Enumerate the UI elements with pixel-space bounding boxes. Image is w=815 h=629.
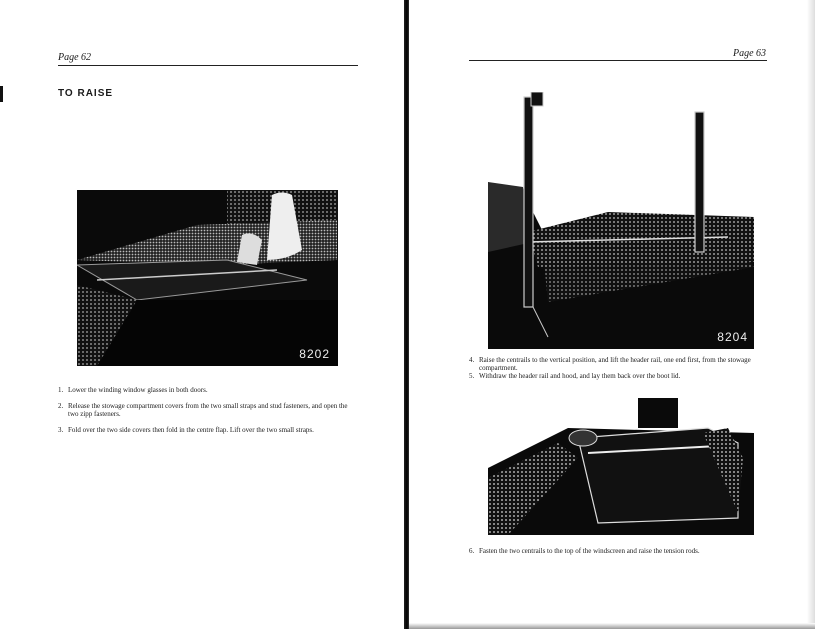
photo-raise-covers [77, 190, 338, 366]
photo-raise-centrails [488, 92, 754, 349]
header-rule-right [469, 60, 767, 61]
photo-fasten-centrails-image [488, 398, 754, 535]
step-number: 2. [58, 402, 64, 410]
left-page [0, 0, 404, 629]
photo-number: 8202 [299, 347, 330, 361]
step-number: 4. [469, 356, 475, 364]
step-text: Fasten the two centrails to the top of the windscreen and raise the tension rods. [479, 547, 700, 555]
step-text: Fold over the two side covers then fold in the centre flap. Lift over the two small straps. [68, 426, 314, 434]
photo-fasten-centrails [488, 398, 754, 535]
photo-raise-centrails-image [488, 92, 754, 349]
right-page [409, 0, 815, 629]
page-bottom-edge [409, 623, 815, 629]
list-item [58, 402, 358, 418]
page-number-right: Page 63 [733, 48, 767, 59]
page-number-left: Page 62 [58, 52, 92, 63]
instruction-list-left [58, 386, 358, 442]
step-text: Raise the centrails to the vertical position, and lift the header rail, one end first, from the stowage compartment. [479, 356, 751, 372]
step-number: 5. [469, 372, 475, 380]
list-item [469, 356, 769, 372]
instruction-list-bottom [469, 547, 769, 555]
step-text: Lower the winding window glasses in both doors. [68, 386, 208, 394]
header-rule-left [58, 65, 358, 66]
photo-number: 8204 [717, 330, 748, 344]
step-number: 3. [58, 426, 64, 434]
instruction-list-middle [469, 356, 769, 380]
step-text: Withdraw the header rail and hood, and lay them back over the boot lid. [479, 372, 681, 380]
list-item [58, 426, 358, 434]
section-title: TO RAISE [58, 88, 114, 99]
step-number: 6. [469, 547, 475, 555]
step-number: 1. [58, 386, 64, 394]
list-item [469, 547, 769, 555]
photo-raise-covers-image [77, 190, 338, 366]
page-edge-mark [0, 86, 3, 102]
list-item [58, 386, 358, 394]
page-edge [807, 0, 815, 629]
step-text: Release the stowage compartment covers from the two small straps and stud fasteners, and open the two zipp fasteners. [68, 402, 348, 418]
list-item [469, 372, 769, 380]
